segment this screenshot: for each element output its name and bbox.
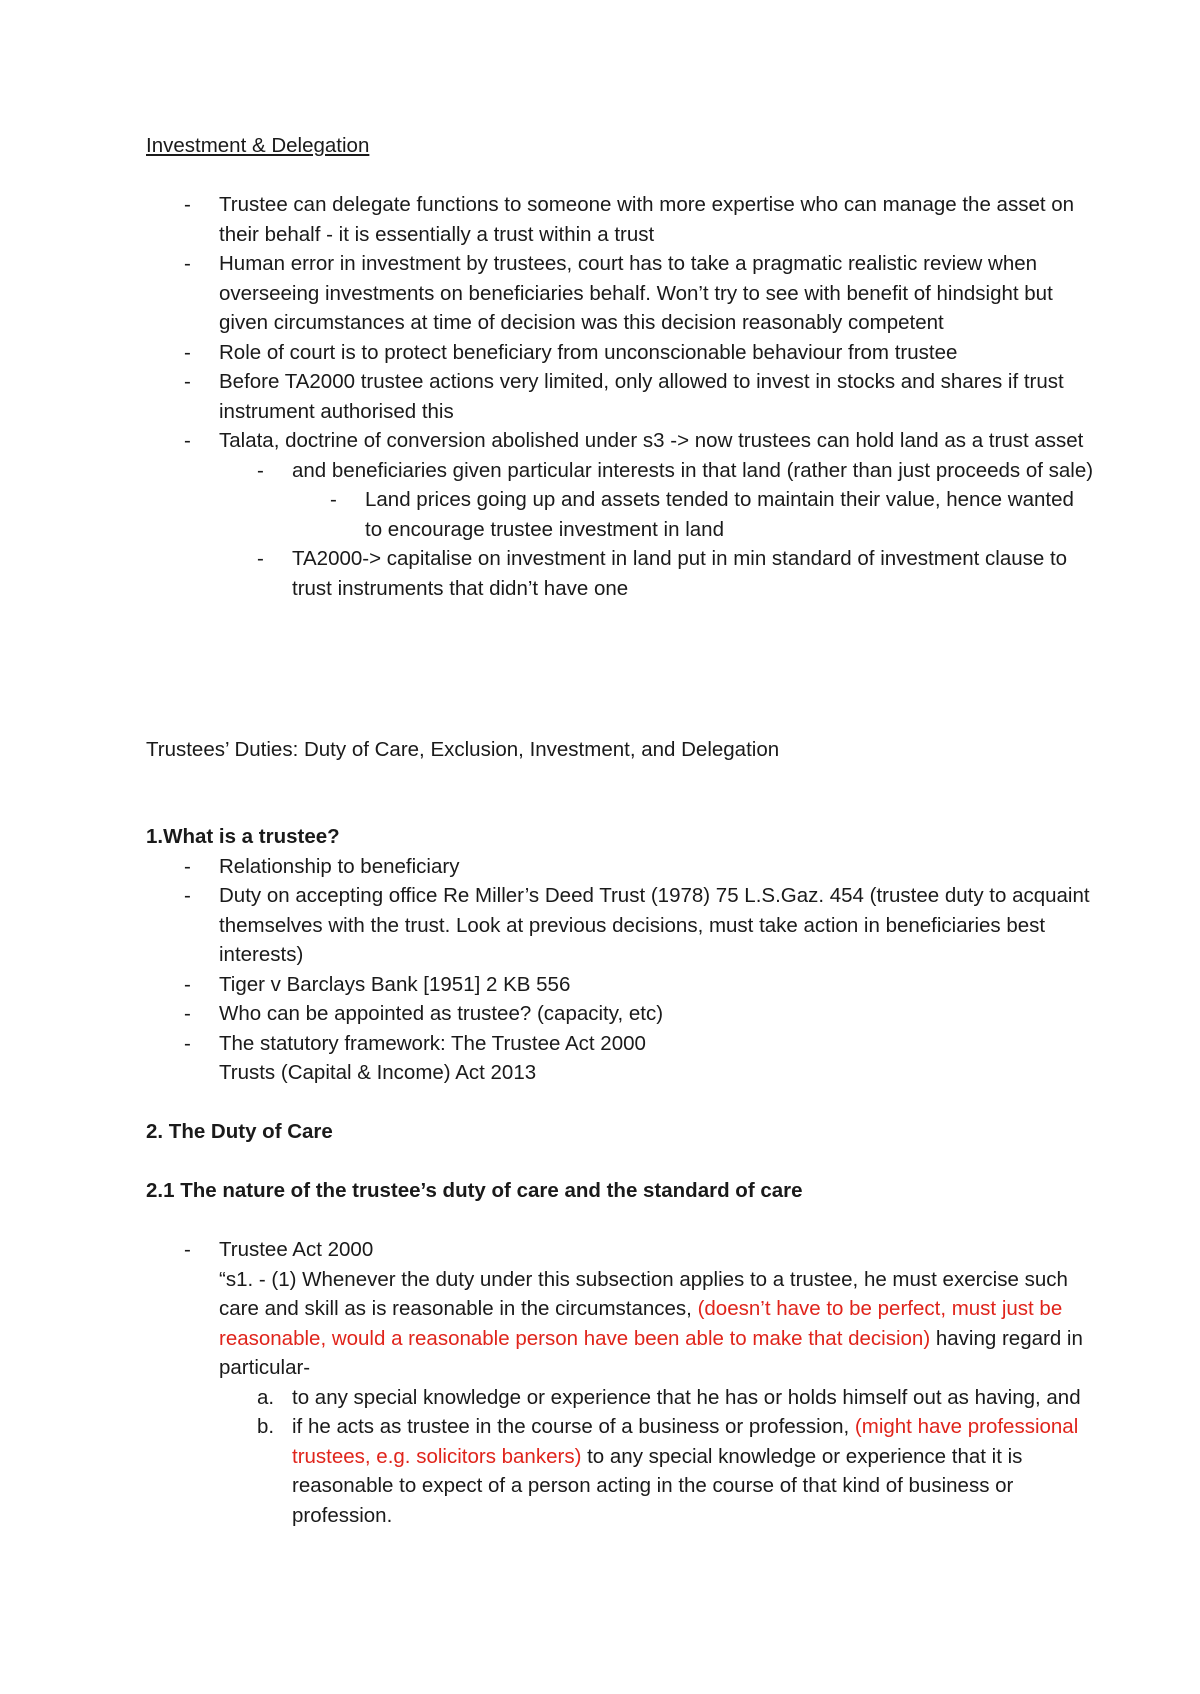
nature-heading: 2.1 The nature of the trustee’s duty of care and the standard of care [146, 1179, 803, 1202]
what-is-section [146, 822, 1096, 1088]
section-heading: 1.What is a trustee? [146, 825, 340, 848]
sub-list-item: - and beneficiaries given particular interests in that land (rather than just proceeds of sale) [257, 458, 1094, 482]
investment-section [146, 131, 1096, 603]
lettered-item-a: a. to any special knowledge or experience that he has or holds himself out as having, and [257, 1385, 1081, 1409]
duties-title: Trustees’ Duties: Duty of Care, Exclusion, Investment, and Delegation [146, 738, 780, 761]
duty-of-care-heading: 2. The Duty of Care [146, 1120, 333, 1143]
list-item: - Before TA2000 trustee actions very limited, only allowed to invest in stocks and shares if trust instrument authorised this [184, 370, 1064, 423]
list-item: - The statutory framework: The Trustee Act 2000 [184, 1031, 646, 1055]
investment-title: Investment & Delegation [146, 134, 370, 157]
sub-list-item: - TA2000-> capitalise on investment in land put in min standard of investment clause to trust instruments that didn’t have one [257, 547, 1068, 600]
trustee-act-section [146, 1235, 1096, 1530]
list-item: - Role of court is to protect beneficiary from unconscionable behaviour from trustee [184, 340, 958, 364]
list-item-continuation: Trusts (Capital & Income) Act 2013 [219, 1061, 537, 1084]
list-item: - Trustee Act 2000 [184, 1238, 374, 1261]
list-item: - Human error in investment by trustees, court has to take a pragmatic realistic review when overseeing investments on beneficiaries behalf. Won’t try to see with benefit of hindsight but given circumstances at time of decision was this decision reasonably competent [184, 252, 1053, 334]
sub-sub-list-item: - Land prices going up and assets tended to maintain their value, hence wanted to encourage trustee investment in land [330, 488, 1074, 541]
list-item: - Who can be appointed as trustee? (capacity, etc) [184, 1002, 664, 1025]
lettered-item-b: b. if he acts as trustee in the course of a business or profession, (might have professional trustees, e.g. solicitors bankers) to any special knowledge or experience that it is reasonable to expect of a person acting in the course of that kind of business or profession. [257, 1415, 1079, 1527]
s1-paragraph: “s1. - (1) Whenever the duty under this subsection applies to a trustee, he must exercise such care and skill as is reasonable in the circumstances, (doesn’t have to be perfect, must just be reasonable, would a reasonable person have been able to make that decision) having regard in particular- [219, 1267, 1083, 1379]
list-item: - Trustee can delegate functions to someone with more expertise who can manage the asset on their behalf - it is essentially a trust within a trust [184, 193, 1075, 246]
list-item: - Tiger v Barclays Bank [1951] 2 KB 556 [184, 972, 571, 996]
list-item: - Talata, doctrine of conversion abolished under s3 -> now trustees can hold land as a trust asset [184, 429, 1084, 452]
annotation-note: (doesn’t have to be perfect, must just be reasonable, would a reasonable person have been able to make that decision) [219, 1297, 1063, 1350]
annotation-note: (might have professional trustees, e.g. solicitors bankers) [292, 1415, 1079, 1468]
list-item: - Duty on accepting office Re Miller’s Deed Trust (1978) 75 L.S.Gaz. 454 (trustee duty to acquaint themselves with the trust. Look at previous decisions, must take action in beneficiaries best interests) [184, 884, 1090, 966]
list-item: - Relationship to beneficiary [184, 854, 460, 878]
